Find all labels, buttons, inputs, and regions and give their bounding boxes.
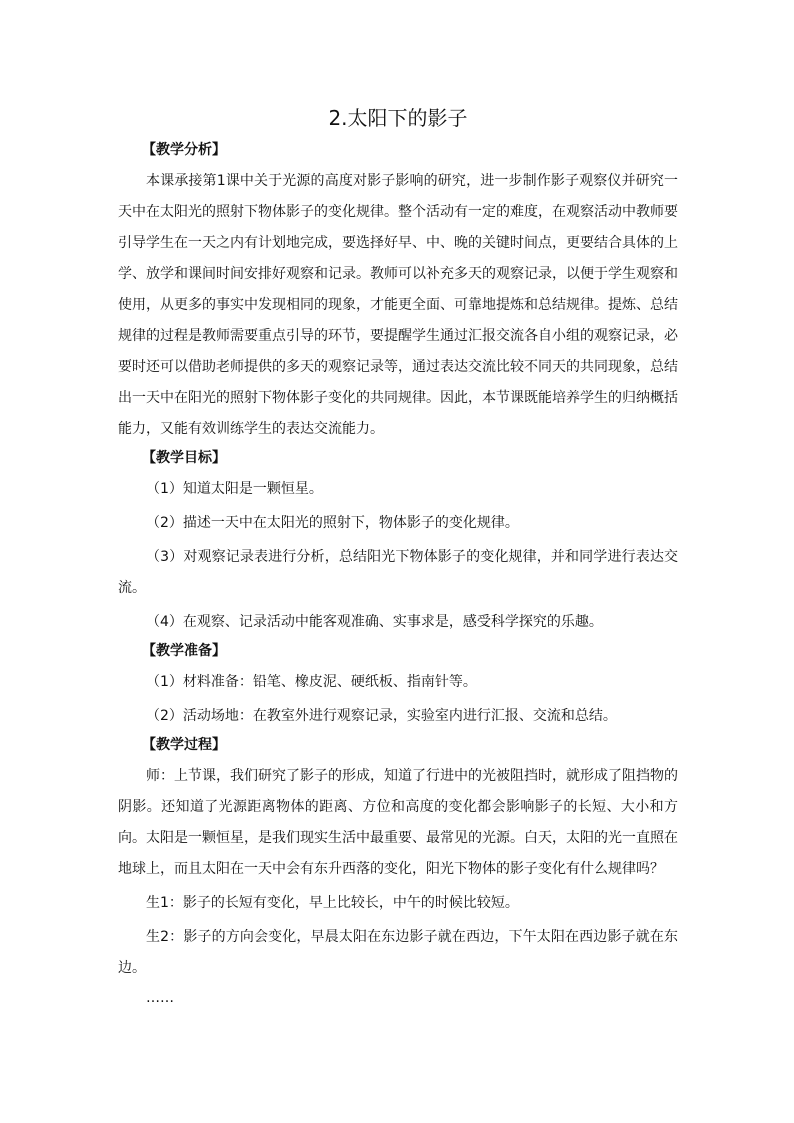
document-content <box>118 104 678 1008</box>
section-heading-preparation: 【教学准备】 <box>142 643 226 659</box>
analysis-paragraph: 本课承接第1课中关于光源的高度对影子影响的研究，进一步制作影子观察仪并研究一天中在太阳光的照射下物体影子的变化规律。整个活动有一定的难度，在观察活动中教师要引导学生在一天之内有计划地完成，要选择好早、中、晚的关键时间点，更要结合具体的上学、放学和课间时间安排好观察和记录。教师可以补充多天的观察记录，以便于学生观察和使用，从更多的事实中发现相同的现象，才能更全面、可靠地提炼和总结规律。提炼、总结规律的过程是教师需要重点引导的环节，要提醒学生通过汇报交流各自小组的观察记录，必要时还可以借助老师提供的多天的观察记录等，通过表达交流比较不同天的共同现象，总结出一天中在阳光的照射下物体影子变化的共同规律。因此，本节课既能培养学生的归纳概括能力，又能有效训练学生的表达交流能力。 <box>118 173 678 437</box>
objective-item-1: （1）知道太阳是一颗恒星。 <box>146 481 323 497</box>
section-heading-objectives: 【教学目标】 <box>142 450 226 466</box>
teaching-objectives-section <box>118 448 678 638</box>
objective-item-3: （3）对观察记录表进行分析，总结阳光下物体影子的变化规律，并和同学进行表达交流。 <box>118 549 678 596</box>
preparation-item-2: （2）活动场地：在教室外进行观察记录，实验室内进行汇报、交流和总结。 <box>146 708 617 724</box>
teaching-analysis-section <box>118 140 678 445</box>
teaching-process-section <box>118 735 678 1008</box>
objective-item-4: （4）在观察、记录活动中能客观准确、实事求是，感受科学探究的乐趣。 <box>146 614 603 630</box>
objective-item-2: （2）描述一天中在太阳光的照射下，物体影子的变化规律。 <box>146 515 519 531</box>
preparation-item-1: （1）材料准备：铅笔、橡皮泥、硬纸板、指南针等。 <box>146 674 477 690</box>
teaching-preparation-section <box>118 641 678 732</box>
student-dialogue-2: 生2：影子的方向会变化，早晨太阳在东边影子就在西边，下午太阳在西边影子就在东边。 <box>118 929 678 976</box>
teacher-dialogue: 师：上节课，我们研究了影子的形成，知道了行进中的光被阻挡时，就形成了阻挡物的阴影。还知道了光源距离物体的距离、方位和高度的变化都会影响影子的长短、大小和方向。太阳是一颗恒星，是我们现实生活中最重要、最常见的光源。白天，太阳的光一直照在地球上，而且太阳在一天中会有东升西落的变化，阳光下物体的影子变化有什么规律吗？ <box>118 768 678 877</box>
ellipsis-text: …… <box>146 990 174 1006</box>
section-heading-analysis: 【教学分析】 <box>142 142 226 158</box>
page-title: 2.太阳下的影子 <box>328 106 468 130</box>
student-dialogue-1: 生1：影子的长短有变化，早上比较长，中午的时候比较短。 <box>146 895 519 911</box>
section-heading-process: 【教学过程】 <box>142 737 226 753</box>
